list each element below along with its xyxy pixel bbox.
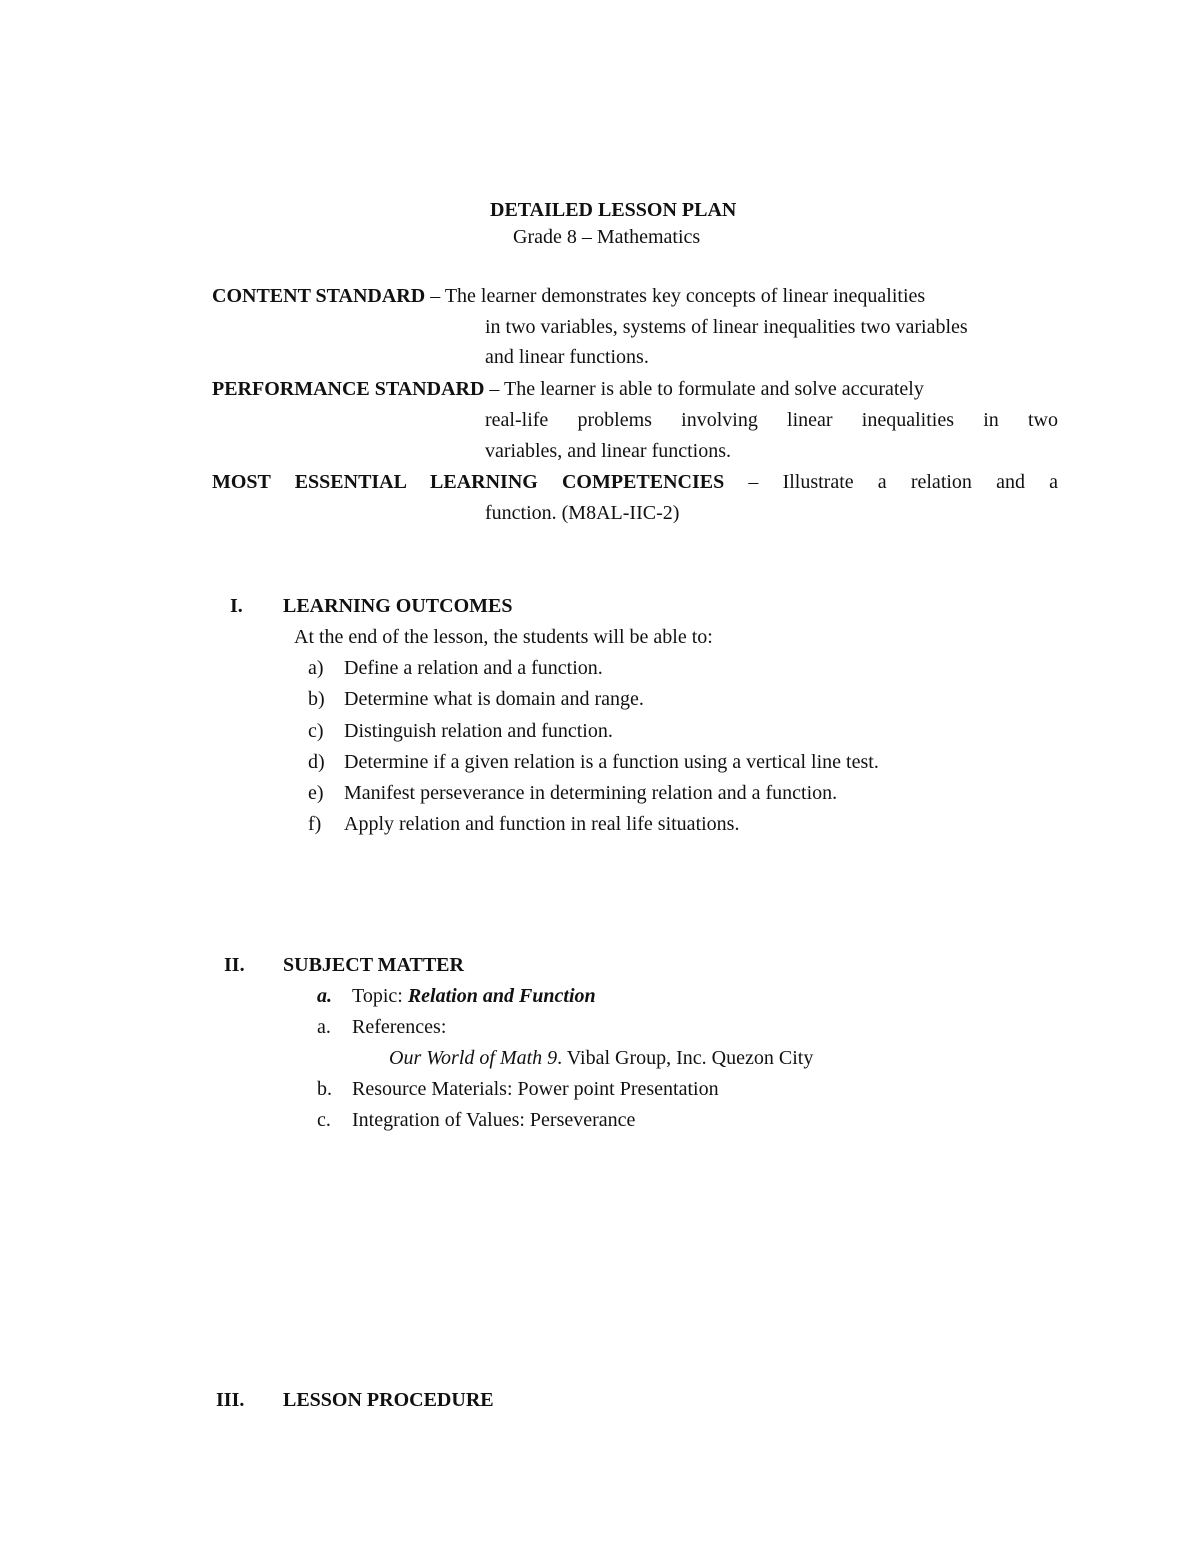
references-label: References: (352, 1016, 447, 1038)
section-3-numeral: III. (216, 1389, 245, 1411)
outcome-marker: d) (308, 751, 325, 773)
outcome-marker: c) (308, 720, 324, 742)
performance-standard-text-1: The learner is able to formulate and solve accurately (504, 378, 924, 400)
outcome-item: Apply relation and function in real life situations. (344, 813, 740, 835)
performance-standard-text-2: real-life problems involving linear inequalities in two (485, 409, 1058, 431)
outcome-marker: f) (308, 813, 322, 835)
content-standard-dash: – (425, 285, 445, 307)
melc-label: MOST ESSENTIAL LEARNING COMPETENCIES (212, 471, 725, 493)
outcome-marker: a) (308, 657, 324, 679)
resources-text: Resource Materials: Power point Presentation (352, 1078, 719, 1100)
section-2-numeral: II. (224, 954, 245, 976)
values-marker: c. (317, 1109, 331, 1131)
values-text: Integration of Values: Perseverance (352, 1109, 636, 1131)
learning-outcomes-intro: At the end of the lesson, the students will be able to: (294, 626, 713, 648)
topic-label: Topic: (352, 985, 408, 1007)
content-standard-label: CONTENT STANDARD (212, 285, 426, 307)
melc-text-2: function. (M8AL-IIC-2) (485, 502, 680, 524)
references-marker: a. (317, 1016, 331, 1038)
melc-line-1 (212, 470, 1058, 494)
reference-entry (389, 1046, 813, 1070)
outcome-marker: b) (308, 688, 325, 710)
page-title: DETAILED LESSON PLAN (490, 199, 737, 221)
content-standard-text-1: The learner demonstrates key concepts of linear inequalities (444, 285, 926, 307)
section-2-heading: SUBJECT MATTER (283, 954, 464, 976)
outcome-item: Determine if a given relation is a function using a vertical line test. (344, 751, 879, 773)
outcome-item: Manifest perseverance in determining relation and a function. (344, 782, 838, 804)
outcome-item: Define a relation and a function. (344, 657, 603, 679)
section-3-heading: LESSON PROCEDURE (283, 1389, 494, 1411)
reference-publisher: . Vibal Group, Inc. Quezon City (557, 1047, 814, 1069)
melc-dash: – (724, 471, 783, 493)
outcome-item: Determine what is domain and range. (344, 688, 644, 710)
content-standard-line-1 (212, 284, 925, 308)
resources-marker: b. (317, 1078, 332, 1100)
performance-standard-dash: – (484, 378, 505, 400)
topic-line (352, 984, 596, 1008)
outcome-item: Distinguish relation and function. (344, 720, 613, 742)
performance-standard-text-3: variables, and linear functions. (485, 440, 732, 462)
section-1-numeral: I. (230, 595, 243, 617)
content-standard-text-3: and linear functions. (485, 346, 649, 368)
page-subtitle: Grade 8 – Mathematics (513, 226, 701, 248)
performance-standard-label: PERFORMANCE STANDARD (212, 378, 485, 400)
content-standard-text-2: in two variables, systems of linear inequalities two variables (485, 316, 968, 338)
reference-book-title: Our World of Math 9 (389, 1047, 558, 1069)
performance-standard-line-1 (212, 377, 924, 401)
section-1-heading: LEARNING OUTCOMES (283, 595, 513, 617)
melc-text-1: Illustrate a relation and a (782, 471, 1059, 493)
topic-value: Relation and Function (407, 985, 596, 1007)
topic-marker: a. (317, 985, 332, 1007)
outcome-marker: e) (308, 782, 324, 804)
